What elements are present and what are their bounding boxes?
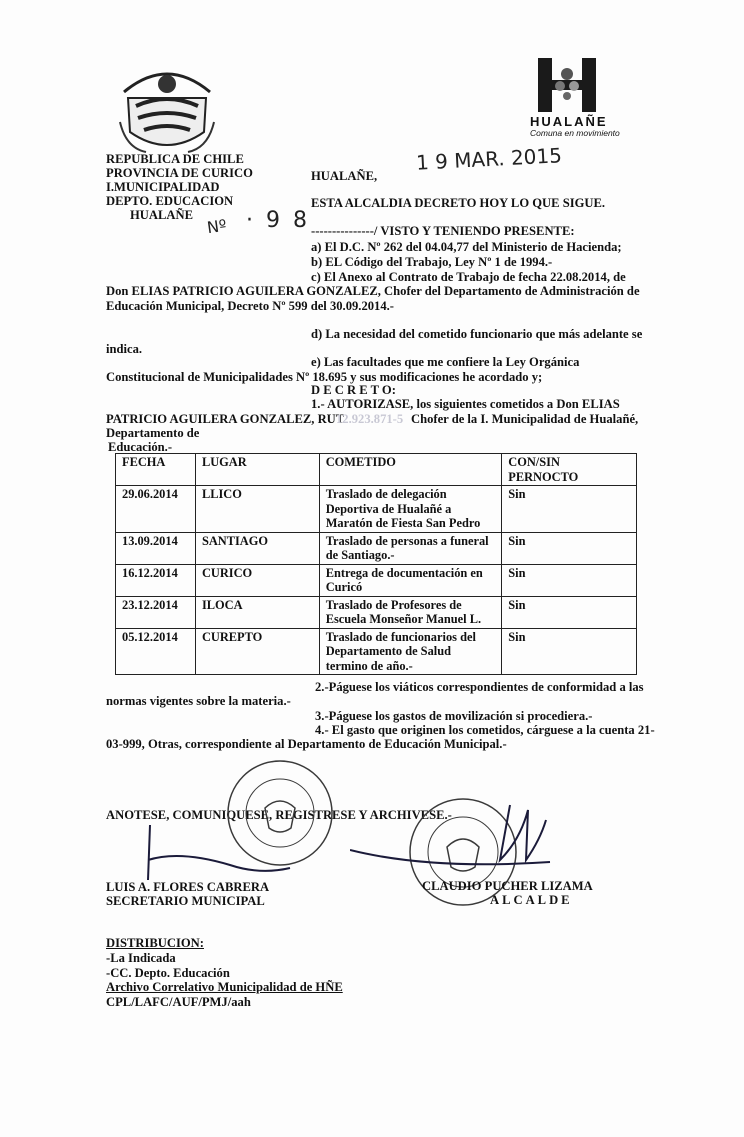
cell-pernocto: Sin: [502, 564, 637, 596]
intro-line: ESTA ALCALDIA DECRETO HOY LO QUE SIGUE.: [311, 196, 606, 210]
article-1-line2a: PATRICIO AGUILERA GONZALEZ, RUT: [106, 412, 345, 426]
distribution-item: -CC. Depto. Educación: [106, 966, 230, 980]
item-c-line3: Educación Municipal, Decreto Nº 599 del 30.09.2014.-: [106, 299, 394, 313]
article-1-line2b: Chofer de la I. Municipalidad de Hualañé,: [411, 412, 639, 426]
logo-name: HUALAÑE: [530, 114, 608, 129]
secretary-name: LUIS A. FLORES CABRERA: [106, 880, 270, 894]
table-row: [116, 628, 637, 675]
cell-fecha: 13.09.2014: [116, 532, 196, 564]
item-a: a) El D.C. Nº 262 del 04.04,77 del Ministerio de Hacienda;: [311, 240, 622, 254]
mayor-signature-icon: [350, 800, 560, 880]
place-label: HUALAÑE,: [311, 169, 378, 183]
item-d-line2: indica.: [106, 342, 143, 356]
cell-cometido: Traslado de personas a funeral de Santiago.-: [319, 532, 502, 564]
secretary-title: SECRETARIO MUNICIPAL: [106, 894, 265, 908]
distribution-heading: DISTRIBUCION:: [106, 936, 204, 950]
cell-lugar: LLICO: [195, 486, 319, 533]
article-1-line1: 1.- AUTORIZASE, los siguientes cometidos a Don ELIAS: [311, 397, 620, 411]
cell-lugar: CUREPTO: [195, 628, 319, 675]
cell-lugar: CURICO: [195, 564, 319, 596]
hualane-logo-icon: [532, 56, 608, 114]
table-row: [116, 564, 637, 596]
table-row: [116, 486, 637, 533]
header-province: PROVINCIA DE CURICO: [106, 166, 253, 180]
coat-of-arms-icon: [116, 62, 218, 158]
article-4-line2: 03-999, Otras, correspondiente al Departamento de Educación Municipal.-: [106, 737, 507, 751]
table-row: [116, 532, 637, 564]
logo-tagline: Comuna en movimiento: [530, 128, 620, 138]
table-row: [116, 596, 637, 628]
cell-cometido: Entrega de documentación en Curicó: [319, 564, 502, 596]
cell-pernocto: Sin: [502, 486, 637, 533]
cell-pernocto: Sin: [502, 628, 637, 675]
closing-formula: ANOTESE, COMUNIQUESE, REGISTRESE Y ARCHIVESE.-: [106, 808, 452, 822]
article-1-line3: Departamento de: [106, 426, 200, 440]
cell-lugar: ILOCA: [195, 596, 319, 628]
header-lugar: LUGAR: [195, 454, 319, 486]
header-municipality: I.MUNICIPALIDAD: [106, 180, 220, 194]
table-header-row: [116, 454, 637, 486]
header-town: HUALAÑE: [130, 208, 193, 222]
mayor-title: ALCALDE: [490, 893, 573, 907]
cell-pernocto: Sin: [502, 596, 637, 628]
cell-pernocto: Sin: [502, 532, 637, 564]
article-2-line2: normas vigentes sobre la materia.-: [106, 694, 291, 708]
header-republic: REPUBLICA DE CHILE: [106, 152, 244, 166]
cell-cometido: Traslado de delegación Deportiva de Hualañé a Maratón de Fiesta San Pedro: [319, 486, 502, 533]
distribution-initials: CPL/LAFC/AUF/PMJ/aah: [106, 995, 251, 1009]
decree-prefix: Nº: [205, 215, 228, 238]
cell-cometido: Traslado de Profesores de Escuela Monseñor Manuel L.: [319, 596, 502, 628]
cell-fecha: 23.12.2014: [116, 596, 196, 628]
item-b: b) EL Código del Trabajo, Ley Nº 1 de 1994.-: [311, 255, 553, 269]
header-department: DEPTO. EDUCACION: [106, 194, 234, 208]
cell-fecha: 16.12.2014: [116, 564, 196, 596]
header-pernocto: CON/SIN PERNOCTO: [502, 454, 637, 486]
distribution-item: -La Indicada: [106, 951, 176, 965]
cell-cometido: Traslado de funcionarios del Departamento de Salud termino de año.-: [319, 628, 502, 675]
rut-value-redacted: 12.923.871-5: [336, 412, 404, 426]
item-c-line2: Don ELIAS PATRICIO AGUILERA GONZALEZ, Chofer del Departamento de Administración de: [106, 284, 640, 298]
header-fecha: FECHA: [116, 454, 196, 486]
header-cometido: COMETIDO: [319, 454, 502, 486]
date-stamp: 1 9 MAR. 2015: [415, 143, 563, 175]
article-2-line1: 2.-Páguese los viáticos correspondientes de conformidad a las: [315, 680, 644, 694]
article-1-line4: Educación.-: [108, 440, 173, 454]
cell-lugar: SANTIAGO: [195, 532, 319, 564]
article-4-line1: 4.- El gasto que originen los cometidos, cárguese a la cuenta 21-: [315, 723, 655, 737]
item-c-line1: c) El Anexo al Contrato de Trabajo de fecha 22.08.2014, de: [311, 270, 626, 284]
cometidos-table: [115, 453, 637, 675]
decree-number: · 9 8: [246, 208, 310, 233]
decreto-heading: D E C R E T O:: [311, 383, 396, 397]
visto-heading: ---------------/ VISTO Y TENIENDO PRESENTE:: [311, 224, 575, 238]
distribution-item: Archivo Correlativo Municipalidad de HÑE: [106, 980, 343, 994]
item-e-line1: e) Las facultades que me confiere la Ley Orgánica: [311, 355, 580, 369]
article-3: 3.-Páguese los gastos de movilización si procediera.-: [315, 709, 593, 723]
cell-fecha: 05.12.2014: [116, 628, 196, 675]
mayor-name: CLAUDIO PUCHER LIZAMA: [422, 879, 593, 893]
item-d-line1: d) La necesidad del cometido funcionario que más adelante se: [311, 327, 643, 341]
cell-fecha: 29.06.2014: [116, 486, 196, 533]
item-e-line2: Constitucional de Municipalidades Nº 18.695 y sus modificaciones he acordado y;: [106, 370, 543, 384]
